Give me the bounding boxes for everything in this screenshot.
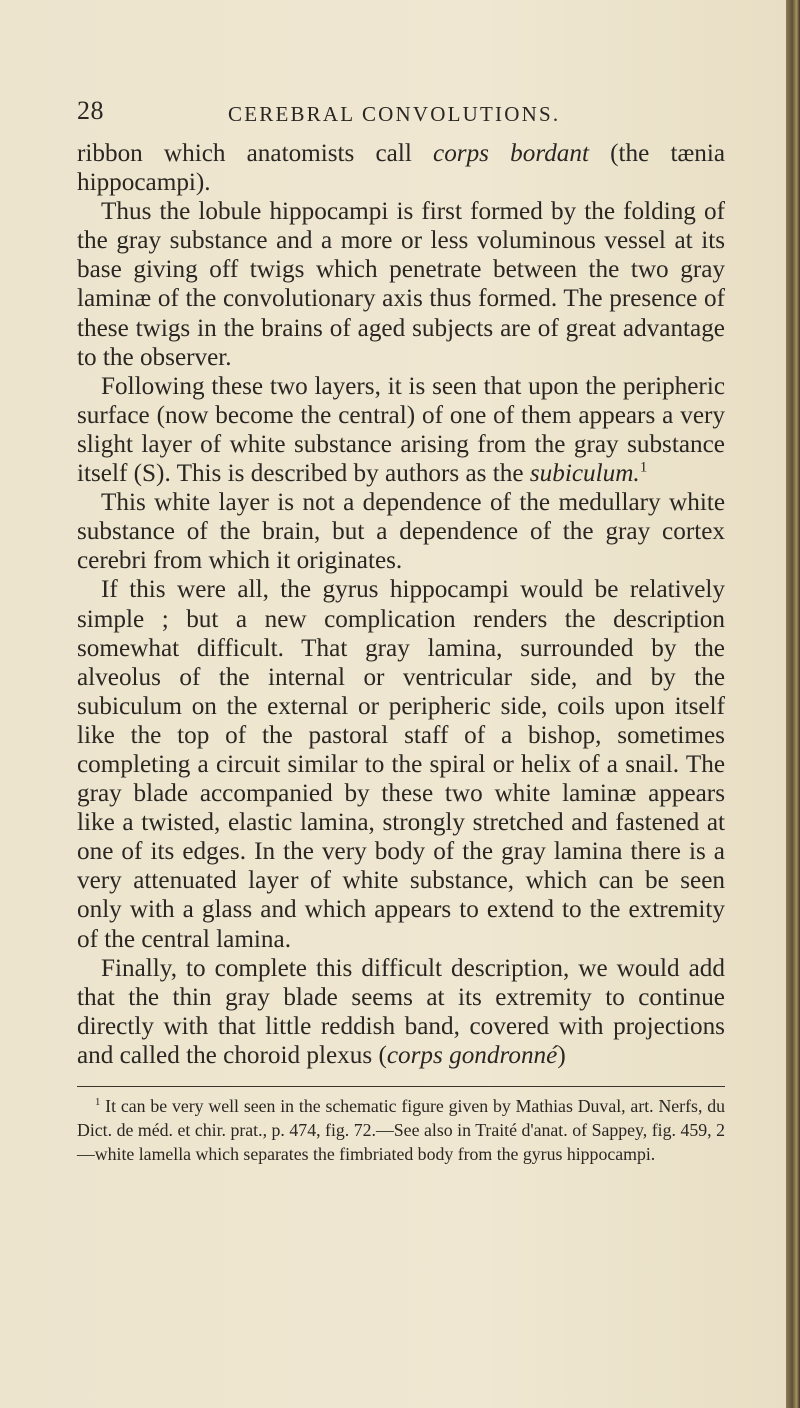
footnote-reference[interactable]: 1 bbox=[639, 459, 648, 476]
italic-term: subiculum. bbox=[529, 460, 640, 488]
page-binding-edge bbox=[786, 0, 800, 1408]
footnote-text: It can be very well seen in the schematic figure given by Mathias Duval, art. Nerfs, du Dict. de méd. et chir. prat., p. 474, fig. 72.—See also in Traité d'anat. of Sappey, fig. 459, 2—white lamella which separates the fimbriated body from the gyrus hippocampi. bbox=[77, 1096, 725, 1164]
paragraph-1: ribbon which anatomists call corps bordant (the tænia hippocampi). bbox=[77, 140, 726, 197]
italic-term: corps gondronné bbox=[386, 1041, 558, 1069]
footnote-divider bbox=[77, 1086, 725, 1087]
footnote-marker: 1 bbox=[95, 1096, 101, 1109]
footnote bbox=[77, 1094, 725, 1166]
page-number: 28 bbox=[77, 96, 104, 125]
paragraph-2: Thus the lobule hippocampi is first formed by the folding of the gray substance and a more or less voluminous vessel at its base giving off twigs which penetrate between the two gray laminæ of the convolutionary axis thus formed. The presence of these twigs in the brains of aged subjects are of great advantage to the observer. bbox=[77, 198, 725, 371]
paragraph-6: Finally, to complete this difficult description, we would add that the thin gray blade seems at its extremity to continue directly with that little reddish band, covered with projections and called the choroid plexus (corps gondronné) bbox=[77, 954, 725, 1069]
italic-term: corps bordant bbox=[433, 140, 589, 167]
footnotes bbox=[77, 1094, 725, 1166]
body-text bbox=[77, 139, 725, 1070]
paragraph-5: If this were all, the gyrus hippocampi would be relatively simple ; but a new complication renders the description somewhat difficult. That gray lamina, surrounded by the alveolus of the internal or ventricular side, and by the subiculum on the external or peripheric side, coils upon itself like the top of the pastoral staff of a bishop, sometimes completing a circuit similar to the spiral or helix of a snail. The gray blade accompanied by these two white laminæ appears like a twisted, elastic lamina, strongly stretched and fastened at one of its edges. In the very body of the gray lamina there is a very attenuated layer of white substance, which can be seen only with a glass and which appears to extend to the extremity of the central lamina. bbox=[77, 576, 725, 953]
running-head: CEREBRAL CONVOLUTIONS. bbox=[228, 102, 561, 126]
paragraph-4: This white layer is not a dependence of the medullary white substance of the brain, but a dependence of the gray cortex cerebri from which it originates. bbox=[77, 489, 725, 575]
paragraph-3: Following these two layers, it is seen that upon the peripheric surface (now become the central) of one of them appears a very slight layer of white substance arising from the gray substance itself (S). This is described by authors as the subiculum.$^1$ bbox=[77, 372, 725, 488]
